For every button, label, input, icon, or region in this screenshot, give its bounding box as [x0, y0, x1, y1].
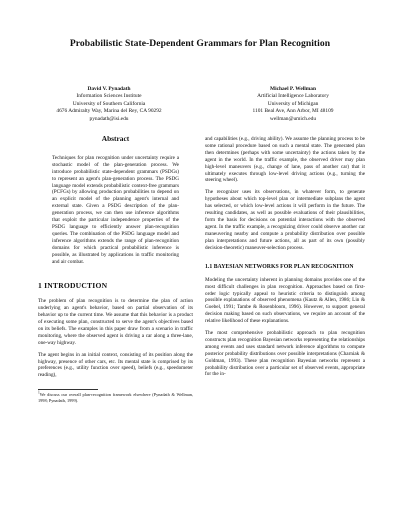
left-column [38, 136, 193, 403]
footnote: $^1$We discuss our overall plan-recognition framework elsewhere (Pynadath & Wellman, 1998; Pynadath, 1999). [38, 390, 193, 403]
abstract-heading: Abstract [101, 134, 130, 143]
author-email: pynadath@isi.edu [89, 115, 129, 122]
author-org: Artificial Intelligence Laboratory [257, 93, 329, 100]
author-org: Information Sciences Institute [76, 93, 142, 100]
right-paragraph-2: The recognizer uses its observations, in whatever form, to generate hypotheses about which top-level plan or intermediate subplans the agent has selected, or which low-level actions it will perform in the future. The resulting candidates, as well as possible evaluations of their plausibilities, form the basis for decisions on potential interactions with the observed agent. In the traffic example, a recognizing driver could observe another car maneuvering nearby and compute a probability distribution over possible plan interpretations and future actions, all as part of its own (possibly decision-theoretic) maneuver-selection process. [205, 189, 365, 251]
author-name: David V. Pynadath [87, 86, 131, 92]
author-univ: University of Michigan [267, 100, 319, 107]
right-paragraph-4: The most comprehensive probabilistic approach to plan recognition constructs plan recognition Bayesian networks representing the relationships among events and uses standard network inference algorithms to compute posterior probability distributions over possible interpretations (Charniak & Goldman, 1993). These plan recognition Bayesian networks represent a probability distribution over a particular set of observed events, appropriate for the in- [205, 330, 365, 378]
paper-title: Probabilistic State-Dependent Grammars for Plan Recognition [69, 38, 331, 49]
author-name: Michael P. Wellman [270, 86, 316, 92]
right-paragraph-1: and capabilities (e.g., driving ability). We assume the planning process to be some rational procedure based on such a mental state. The generated plan then determines (perhaps with some uncertainty) the actions taken by the agent in the world. In the traffic example, the observed driver may plan high-level maneuvers (e.g., change of lane, pass of another car) that it ultimately executes through low-level driving actions (e.g., turning the steering wheel). [205, 136, 365, 184]
abstract-text: Techniques for plan recognition under uncertainty require a stochastic model of the plan-generation process. We introduce probabilistic state-dependent grammars (PSDGs) to represent an agent's plan-generation process. The PSDG language model extends probabilistic context-free grammars (PCFGs) by allowing production probabilities to depend on an explicit model of the planning agent's internal and external state. Given a PSDG description of the plan-generation process, we can then use inference algorithms that exploit the particular independence properties of the PSDG language to efficiently answer plan-recognition queries. The combination of the PSDG language model and inference algorithms extends the range of plan-recognition domains for which practical probabilistic inference is possible, as illustrated by applications in traffic monitoring and air combat. [52, 154, 179, 265]
author-email: wellman@umich.edu [269, 115, 317, 122]
author-block-1 [14, 86, 204, 123]
intro-paragraph-1: The problem of plan recognition is to determine the plan of action underlying an agent's behavior, based on partial observation of its behavior up to the current time. We assume that this behavior is a product of executing some plan, constructed to serve the agent's objectives based on its beliefs. The examples in this paper draw from a scenario in traffic monitoring, where the observed agent is driving a car along a three-lane, one-way highway. [38, 298, 193, 346]
footnote-rule [38, 389, 98, 390]
author-univ: University of Southern California [72, 100, 146, 107]
author-block-2 [198, 86, 388, 123]
right-column [205, 136, 365, 383]
right-paragraph-3: Modeling the uncertainty inherent in planning domains provides one of the most difficult challenges in plan recognition. Approaches based on first-order logic typically appeal to heuristic criteria to distinguish among possible explanations of observed phenomena (Kautz & Allen, 1986; Lin & Goebel, 1991; Tambe & Rosenbloom, 1996). However, to support general decision making based on such observations, we require an account of the relative likelihood of these explanations. [205, 276, 365, 325]
subsection-heading-bayesian-networks: 1.1 BAYESIAN NETWORKS FOR PLAN RECOGNITION [205, 263, 354, 270]
author-address: 1101 Beal Ave, Ann Arbor, MI 48109 [252, 108, 334, 115]
intro-paragraph-2: The agent begins in an initial context, consisting of its position along the highway, presence of other cars, etc. Its mental state is comprised by its preferences (e.g., utility function over speed), beliefs (e.g., speedometer reading), [38, 351, 193, 379]
section-heading-introduction: 1 INTRODUCTION [38, 281, 108, 291]
author-address: 4676 Admiralty Way, Marina del Rey, CA 90292 [56, 108, 162, 115]
